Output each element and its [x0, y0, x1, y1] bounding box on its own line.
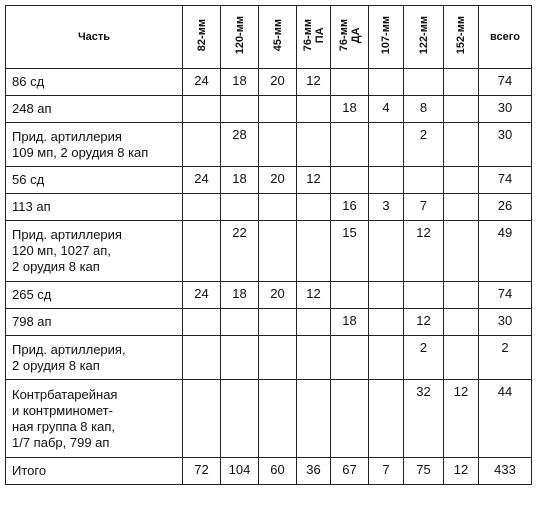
value-cell [259, 380, 297, 458]
header-col-120mm: 120-мм [221, 6, 259, 69]
table-row [6, 96, 532, 123]
row-name-cell: 56 сд [6, 167, 183, 194]
row-total-cell: 30 [479, 96, 532, 123]
value-cell [444, 123, 479, 167]
row-total-cell: 26 [479, 194, 532, 221]
table-row [6, 336, 532, 380]
value-cell: 15 [331, 221, 369, 282]
header-part: Часть [6, 6, 183, 69]
value-cell: 4 [369, 96, 404, 123]
value-cell [183, 309, 221, 336]
value-cell [444, 282, 479, 309]
header-col-82mm: 82-мм [183, 6, 221, 69]
row-total-cell: 2 [479, 336, 532, 380]
value-cell: 32 [404, 380, 444, 458]
value-cell: 20 [259, 167, 297, 194]
value-cell [297, 194, 331, 221]
value-cell [221, 194, 259, 221]
header-col-76mm-da: 76-мм ДА [331, 6, 369, 69]
row-name-cell: 798 ап [6, 309, 183, 336]
value-cell [297, 336, 331, 380]
value-cell [221, 380, 259, 458]
row-total-cell: 74 [479, 69, 532, 96]
value-cell: 12 [297, 69, 331, 96]
value-cell [369, 380, 404, 458]
value-cell [259, 309, 297, 336]
value-cell [331, 123, 369, 167]
value-cell [444, 336, 479, 380]
value-cell: 60 [259, 458, 297, 485]
value-cell [404, 282, 444, 309]
value-cell [369, 221, 404, 282]
value-cell: 12 [297, 282, 331, 309]
value-cell: 18 [221, 282, 259, 309]
value-cell: 24 [183, 282, 221, 309]
value-cell [369, 69, 404, 96]
value-cell: 12 [404, 221, 444, 282]
value-cell: 2 [404, 123, 444, 167]
value-cell: 18 [221, 167, 259, 194]
value-cell: 20 [259, 69, 297, 96]
value-cell [369, 167, 404, 194]
row-name-cell: 86 сд [6, 69, 183, 96]
header-row [6, 6, 532, 69]
header-total: всего [479, 6, 532, 69]
row-total-cell: 74 [479, 167, 532, 194]
table-row [6, 194, 532, 221]
row-name-cell: Контрбатарейная и контрминомет- ная группа 8 кап, 1/7 пабр, 799 ап [6, 380, 183, 458]
row-total-cell: 74 [479, 282, 532, 309]
value-cell: 24 [183, 69, 221, 96]
value-cell: 12 [297, 167, 331, 194]
value-cell [444, 69, 479, 96]
value-cell: 28 [221, 123, 259, 167]
value-cell: 7 [404, 194, 444, 221]
value-cell [183, 194, 221, 221]
value-cell: 18 [331, 309, 369, 336]
value-cell [404, 167, 444, 194]
value-cell [444, 96, 479, 123]
value-cell [183, 221, 221, 282]
row-total-cell: 49 [479, 221, 532, 282]
value-cell [259, 96, 297, 123]
value-cell: 72 [183, 458, 221, 485]
table-row [6, 167, 532, 194]
value-cell: 16 [331, 194, 369, 221]
value-cell: 20 [259, 282, 297, 309]
value-cell [331, 282, 369, 309]
table-row [6, 69, 532, 96]
value-cell [444, 194, 479, 221]
value-cell [369, 336, 404, 380]
row-name-cell: Прид. артиллерия, 2 орудия 8 кап [6, 336, 183, 380]
table-row [6, 221, 532, 282]
value-cell [444, 221, 479, 282]
table-row [6, 123, 532, 167]
value-cell [369, 282, 404, 309]
value-cell: 67 [331, 458, 369, 485]
row-total-cell: 433 [479, 458, 532, 485]
row-name-cell: 113 ап [6, 194, 183, 221]
value-cell [259, 194, 297, 221]
value-cell: 18 [221, 69, 259, 96]
value-cell [259, 123, 297, 167]
value-cell: 18 [331, 96, 369, 123]
value-cell [369, 309, 404, 336]
header-col-76mm-pa: 76-мм ПА [297, 6, 331, 69]
value-cell [331, 380, 369, 458]
value-cell [183, 123, 221, 167]
header-col-107mm: 107-мм [369, 6, 404, 69]
value-cell [331, 336, 369, 380]
value-cell: 104 [221, 458, 259, 485]
value-cell [297, 380, 331, 458]
table-row [6, 458, 532, 485]
value-cell [444, 167, 479, 194]
value-cell [221, 96, 259, 123]
value-cell [297, 123, 331, 167]
artillery-table [5, 5, 532, 485]
header-col-122mm: 122-мм [404, 6, 444, 69]
value-cell [221, 309, 259, 336]
value-cell [297, 309, 331, 336]
value-cell: 12 [404, 309, 444, 336]
row-name-cell: 248 ап [6, 96, 183, 123]
value-cell: 36 [297, 458, 331, 485]
value-cell: 22 [221, 221, 259, 282]
row-total-cell: 30 [479, 309, 532, 336]
row-total-cell: 44 [479, 380, 532, 458]
row-name-cell: Прид. артиллерия 120 мп, 1027 ап, 2 орудия 8 кап [6, 221, 183, 282]
header-col-45mm: 45-мм [259, 6, 297, 69]
value-cell: 75 [404, 458, 444, 485]
row-name-cell: Итого [6, 458, 183, 485]
value-cell: 2 [404, 336, 444, 380]
row-name-cell: Прид. артиллерия 109 мп, 2 орудия 8 кап [6, 123, 183, 167]
row-name-cell: 265 сд [6, 282, 183, 309]
value-cell [444, 309, 479, 336]
value-cell: 12 [444, 458, 479, 485]
value-cell [297, 96, 331, 123]
table-row [6, 282, 532, 309]
value-cell: 8 [404, 96, 444, 123]
header-col-152mm: 152-мм [444, 6, 479, 69]
value-cell: 3 [369, 194, 404, 221]
row-total-cell: 30 [479, 123, 532, 167]
value-cell [331, 167, 369, 194]
value-cell [259, 336, 297, 380]
value-cell [183, 380, 221, 458]
value-cell: 24 [183, 167, 221, 194]
value-cell: 12 [444, 380, 479, 458]
value-cell [404, 69, 444, 96]
value-cell [221, 336, 259, 380]
table-row [6, 309, 532, 336]
value-cell [183, 336, 221, 380]
value-cell [331, 69, 369, 96]
value-cell [369, 123, 404, 167]
value-cell: 7 [369, 458, 404, 485]
value-cell [183, 96, 221, 123]
table-row [6, 380, 532, 458]
value-cell [259, 221, 297, 282]
value-cell [297, 221, 331, 282]
